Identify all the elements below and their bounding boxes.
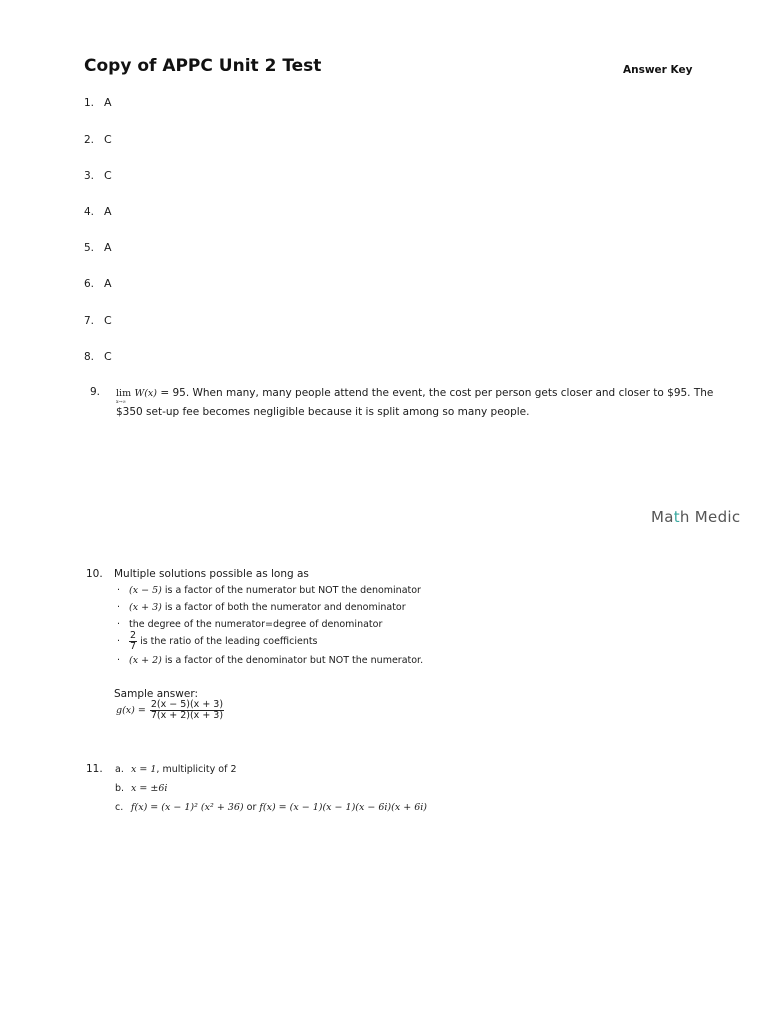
bullet-text: the degree of the numerator=degree of denominator: [129, 619, 383, 630]
list-item: [117, 585, 421, 596]
item-answer: A: [104, 241, 112, 254]
fraction-numerator: 2(x − 5)(x + 3): [150, 699, 224, 710]
question-11-part-a: [115, 764, 236, 775]
bullet-dot: ·: [117, 585, 121, 596]
question-10-number: 10.: [86, 568, 103, 580]
bullet-dot: ·: [117, 602, 121, 613]
math-expression: f(x) = (x − 1)² (x² + 36): [131, 802, 244, 813]
list-item: [84, 169, 112, 185]
question-9-line-1: = 95. When many, many people attend the event, the cost per person gets closer and closer to $95. The: [156, 387, 714, 399]
math-expression: (x + 2): [129, 655, 162, 666]
sample-answer-label: Sample answer:: [114, 688, 198, 700]
item-number: 4.: [84, 206, 95, 218]
bullet-text: is a factor of the denominator but NOT the numerator.: [161, 655, 424, 666]
list-item: [84, 241, 112, 257]
math-expression: (x + 3): [129, 602, 162, 613]
item-number: 6.: [84, 278, 95, 290]
fraction-denominator: 7(x + 2)(x + 3): [150, 710, 224, 721]
logo-part: Ma: [651, 508, 674, 526]
answer-key-label: Answer Key: [623, 64, 693, 76]
item-number: 8.: [84, 351, 95, 363]
bullet-text: is a factor of both the numerator and denominator: [161, 602, 406, 613]
limit-expression: W(x): [134, 388, 157, 399]
limit-subscript: x→∞: [116, 400, 127, 405]
part-text: or: [243, 802, 260, 813]
list-item: [117, 619, 382, 630]
part-label: a.: [115, 764, 124, 775]
math-expression: x = 1: [131, 764, 157, 775]
list-item: [84, 133, 112, 149]
item-number: 2.: [84, 134, 95, 146]
item-answer: A: [104, 96, 112, 109]
question-11-part-c: [115, 802, 427, 813]
list-item: [117, 602, 406, 613]
item-answer: A: [104, 205, 112, 218]
question-10-intro: Multiple solutions possible as long as: [114, 568, 309, 580]
question-11-part-b: [115, 783, 167, 794]
list-item: [84, 314, 112, 330]
logo-part: h Medic: [679, 508, 741, 526]
list-item: [84, 350, 112, 366]
question-9-line-2: $350 set-up fee becomes negligible because it is split among so many people.: [116, 406, 530, 418]
limit-label: lim: [116, 388, 132, 399]
fraction-denominator: 7: [130, 641, 137, 652]
fraction: [129, 631, 137, 652]
fraction-numerator: 2: [130, 630, 137, 641]
logo-accent: t: [673, 508, 680, 526]
math-expression: x = ±6i: [131, 783, 168, 794]
question-9-number: 9.: [90, 386, 101, 398]
list-item: [84, 277, 112, 293]
item-answer: A: [104, 277, 112, 290]
bullet-dot: ·: [117, 636, 121, 647]
question-11-number: 11.: [86, 763, 103, 775]
item-answer: C: [104, 350, 112, 363]
sample-answer: [116, 700, 224, 721]
bullet-text: is a factor of the numerator but NOT the denominator: [161, 585, 421, 596]
item-number: 5.: [84, 242, 95, 254]
part-label: b.: [115, 783, 125, 794]
list-item: [117, 631, 318, 652]
bullet-text: is the ratio of the leading coefficients: [137, 636, 318, 647]
item-number: 3.: [84, 170, 95, 182]
item-answer: C: [104, 314, 112, 327]
item-number: 7.: [84, 315, 95, 327]
item-number: 1.: [84, 97, 95, 109]
question-9-answer: [116, 384, 716, 422]
math-expression: (x − 5): [129, 585, 162, 596]
bullet-dot: ·: [117, 655, 121, 666]
bullet-dot: ·: [117, 619, 121, 630]
list-item: [84, 96, 112, 112]
part-label: c.: [115, 802, 124, 813]
list-item: [117, 655, 423, 666]
sample-lhs: g(x) =: [116, 705, 146, 716]
math-medic-logo: [651, 508, 740, 526]
limit-notation: [116, 384, 131, 403]
item-answer: C: [104, 169, 112, 182]
page-title: Copy of APPC Unit 2 Test: [84, 56, 322, 76]
list-item: [84, 205, 112, 221]
part-text: , multiplicity of 2: [156, 764, 237, 775]
fraction: [150, 700, 224, 721]
math-expression: f(x) = (x − 1)(x − 1)(x − 6i)(x + 6i): [259, 802, 427, 813]
item-answer: C: [104, 133, 112, 146]
